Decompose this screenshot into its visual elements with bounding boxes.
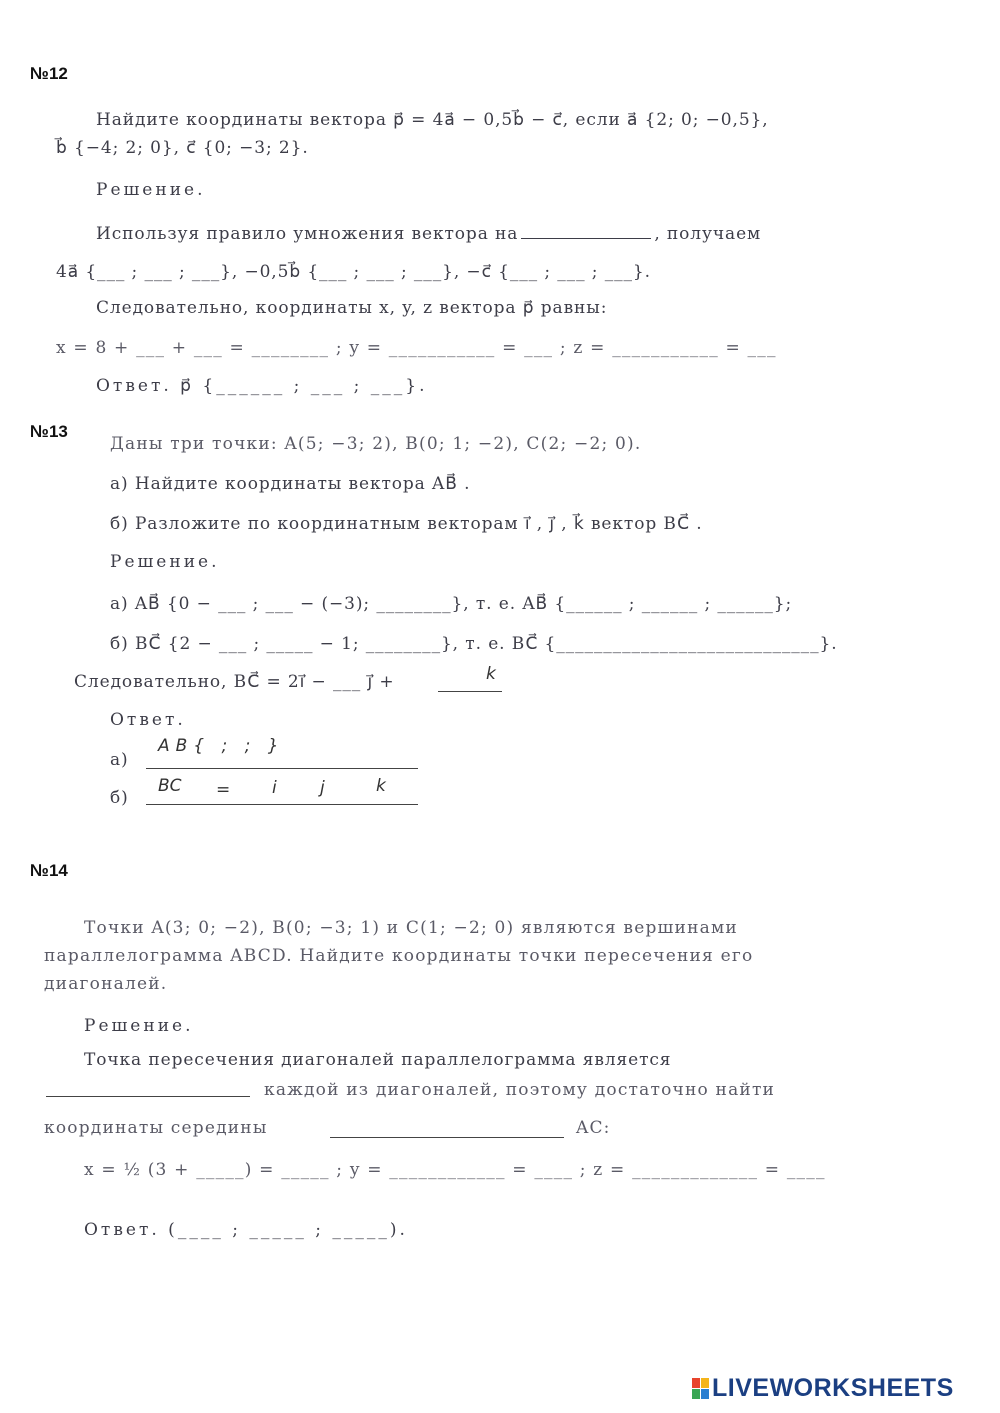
problem-13-answer-a-line[interactable] bbox=[146, 768, 418, 769]
problem-13-handwritten-i: i bbox=[272, 778, 277, 798]
problem-12-text-get: , получаем bbox=[654, 224, 762, 244]
problem-14-solution-line1: Точка пересечения диагоналей параллелограмма является bbox=[84, 1050, 672, 1070]
problem-13-conclusion bbox=[74, 672, 395, 692]
problem-12-statement-line1: Найдите координаты вектора p⃗ = 4a⃗ − 0,5b⃗ − c⃗, если a⃗ {2; 0; −0,5}, bbox=[96, 110, 769, 130]
problem-12-statement-line2: b⃗ {−4; 2; 0}, c⃗ {0; −3; 2}. bbox=[56, 138, 309, 158]
problem-12-number: №12 bbox=[30, 64, 68, 83]
problem-14-blank-midpoint[interactable] bbox=[46, 1096, 250, 1097]
problem-12-scaled-vectors: 4a⃗ {___ ; ___ ; ___}, −0,5b⃗ {___ ; ___ ; ___}, −c⃗ {___ ; ___ ; ___}. bbox=[56, 262, 651, 282]
problem-13-answer-b-line[interactable] bbox=[146, 804, 418, 805]
liveworksheets-logo-text: LIVEWORKSHEETS bbox=[712, 1374, 954, 1402]
problem-14-number: №14 bbox=[30, 861, 68, 880]
problem-13-task-a: а) Найдите координаты вектора AB⃗ . bbox=[110, 474, 471, 494]
problem-13-handwritten-eq: = bbox=[216, 780, 231, 800]
problem-12-coordinates-line: x = 8 + ___ + ___ = ________ ; y = ___________ = ___ ; z = ___________ = ___ bbox=[56, 338, 777, 358]
problem-12-solution-line1 bbox=[96, 224, 761, 244]
problem-13-handwritten-j: j bbox=[320, 778, 325, 798]
problem-12-solution-heading: Решение. bbox=[96, 180, 206, 200]
problem-13-answer-b-label: б) bbox=[110, 788, 129, 808]
problem-13-handwritten-bc: BC bbox=[158, 776, 182, 796]
liveworksheets-logo-icon bbox=[692, 1378, 710, 1400]
problem-14-answer: Ответ. (____ ; _____ ; _____). bbox=[84, 1220, 408, 1240]
problem-12-answer: Ответ. p⃗ {______ ; ___ ; ___}. bbox=[96, 376, 428, 396]
problem-13-task-b: б) Разложите по координатным векторам i⃗ , j⃗ , k⃗ вектор BC⃗ . bbox=[110, 514, 703, 534]
problem-13-points: Даны три точки: A(5; −3; 2), B(0; 1; −2), C(2; −2; 0). bbox=[110, 434, 642, 454]
problem-13-answer-a-label: а) bbox=[110, 750, 129, 770]
problem-13-handwritten-answer-a: AB{ ; ; } bbox=[158, 736, 285, 756]
problem-14-solution-heading: Решение. bbox=[84, 1016, 194, 1036]
problem-13-conclusion-blank[interactable] bbox=[438, 691, 502, 692]
problem-13-number: №13 bbox=[30, 422, 68, 441]
problem-14-statement-line2: параллелограмма ABCD. Найдите координаты точки пересечения его bbox=[44, 946, 754, 966]
problem-14-text-midpoint: координаты середины bbox=[44, 1118, 268, 1138]
problem-14-text-ac: AC: bbox=[576, 1118, 611, 1138]
problem-13-answer-heading: Ответ. bbox=[110, 710, 186, 730]
problem-13-handwritten-k: k bbox=[486, 664, 496, 684]
problem-14-solution-line2: каждой из диагоналей, поэтому достаточно найти bbox=[264, 1080, 776, 1100]
problem-13-conclusion-text: Следовательно, BC⃗ = 2i⃗ − ___ j⃗ + bbox=[74, 672, 395, 692]
problem-14-statement-line3: диагоналей. bbox=[44, 974, 168, 994]
problem-14-coordinates-line: x = ½ (3 + _____) = _____ ; y = ____________ = ____ ; z = _____________ = ____ bbox=[84, 1160, 826, 1180]
problem-13-solution-a: а) AB⃗ {0 − ___ ; ___ − (−3); ________}, т. е. AB⃗ {______ ; ______ ; ______}; bbox=[110, 594, 793, 614]
problem-13-solution-b: б) BC⃗ {2 − ___ ; _____ − 1; ________}, т. е. BC⃗ {____________________________}. bbox=[110, 634, 838, 654]
problem-12-coordinates-intro: Следовательно, координаты x, y, z вектора p⃗ равны: bbox=[96, 298, 608, 318]
problem-12-blank-multiply[interactable] bbox=[521, 237, 651, 239]
problem-13-handwritten-k-answer: k bbox=[376, 776, 386, 796]
problem-14-blank-segment[interactable] bbox=[330, 1137, 564, 1138]
problem-14-statement-line1: Точки A(3; 0; −2), B(0; −3; 1) и C(1; −2; 0) являются вершинами bbox=[84, 918, 738, 938]
problem-12-text-multiply: Используя правило умножения вектора на bbox=[96, 224, 519, 244]
problem-13-solution-heading: Решение. bbox=[110, 552, 220, 572]
